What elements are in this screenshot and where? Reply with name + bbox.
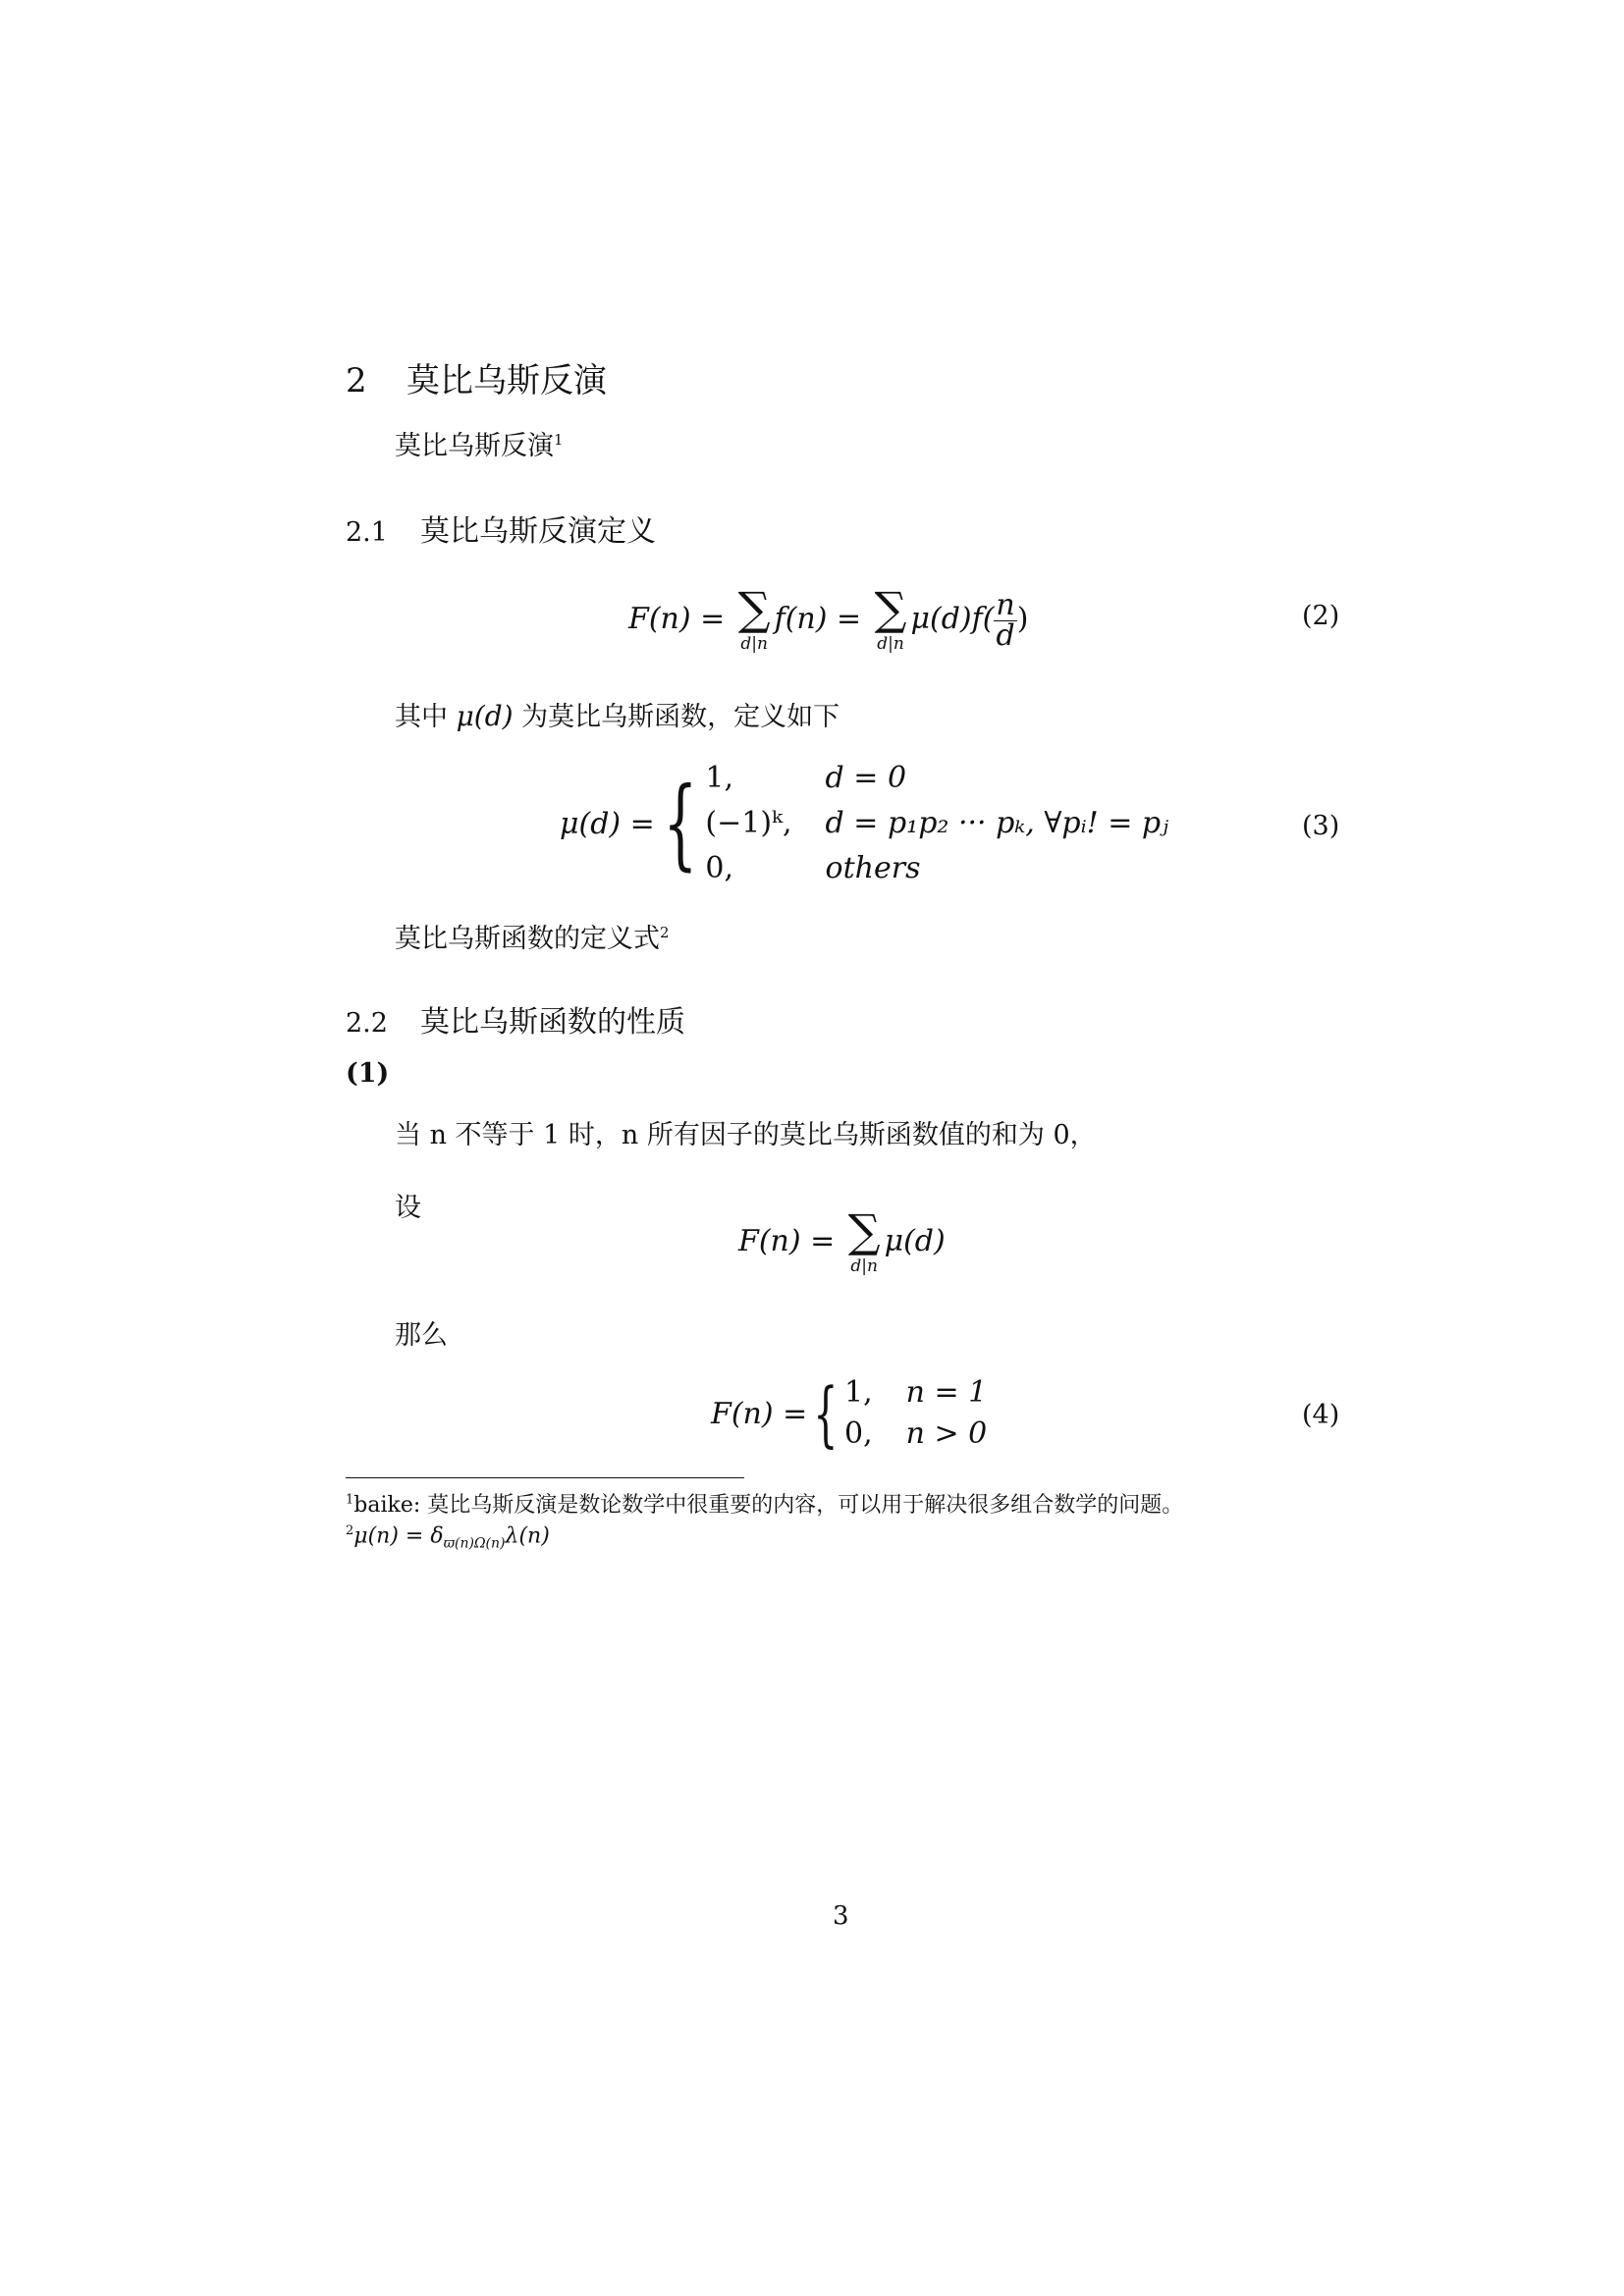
left-brace: {: [663, 766, 698, 881]
case-condition: n > 0: [905, 1416, 988, 1451]
footnote-rule: [346, 1477, 744, 1478]
section-number: 2: [346, 361, 367, 400]
let-text: 设: [395, 1193, 421, 1223]
sum-symbol: ∑ d|n: [847, 1204, 881, 1276]
footnote-2: $^2\mu(n) = \delta_{ϖ(n)\Omega(n)}\lambda(n)$: [346, 1523, 550, 1552]
equation-4: [711, 1372, 987, 1455]
case-condition: n = 1: [905, 1375, 988, 1410]
case-condition: d = 0: [825, 761, 907, 795]
footnote-ref-2: 2: [660, 924, 670, 941]
section-title: 莫比乌斯反演: [406, 361, 607, 400]
definition-paragraph: 莫比乌斯函数的定义式$^2$: [395, 924, 670, 954]
subsection-number: 2.1: [346, 517, 388, 548]
eq4-lhs: F(n) =: [711, 1396, 808, 1431]
section-heading: [346, 353, 607, 401]
case-value: (−1)ᵏ,: [705, 806, 792, 840]
equation-number-3: (3): [1302, 811, 1340, 841]
page-number: 3: [833, 1901, 849, 1931]
case-value: 0,: [844, 1416, 873, 1451]
subsection-title: 莫比乌斯函数的性质: [420, 1005, 685, 1040]
case-value: 1,: [705, 761, 734, 795]
fraction: $\frac{n}{d}$: [996, 587, 1015, 653]
intro-text: 莫比乌斯反演: [395, 431, 554, 461]
eq2-term: μ(d)f(: [910, 602, 995, 636]
subsection-heading-2-1: [346, 507, 656, 550]
intro-paragraph: [395, 424, 564, 462]
sum-symbol: ∑ d|n: [737, 582, 771, 654]
then-text: 那么: [395, 1320, 448, 1351]
footnote-ref-1: 1: [554, 431, 564, 449]
equation-number-2: (2): [1302, 601, 1340, 631]
eq3-lhs: μ(d) =: [560, 806, 655, 841]
subsection-heading-2-2: [346, 997, 685, 1041]
cases-rows: [705, 758, 1168, 889]
equation-3: [560, 758, 1168, 889]
cases-block: [560, 758, 1168, 889]
sum-symbol: ∑ d|n: [874, 582, 907, 654]
footnote-1: $^1$baike: 莫比乌斯反演是数论数学中很重要的内容，可以用于解决很多组合数学的问题。: [346, 1492, 1184, 1518]
case-value: 1,: [844, 1375, 873, 1410]
property-paragraph: 当 n 不等于 1 时，n 所有因子的莫比乌斯函数值的和为 0，: [395, 1120, 1097, 1150]
inline-math: μ(d): [456, 700, 514, 732]
equation-unnumbered: F(n) = ∑ d|n μ(d): [738, 1204, 946, 1276]
cases-block: [711, 1372, 987, 1455]
equation-number-4: (4): [1302, 1400, 1340, 1430]
case-condition: d = p₁p₂ ··· pₖ, ∀pᵢ! = pⱼ: [825, 806, 1169, 840]
subsection-title: 莫比乌斯反演定义: [420, 514, 656, 549]
item-label: (1): [346, 1058, 390, 1089]
left-brace: {: [813, 1372, 839, 1455]
case-value: 0,: [705, 851, 734, 885]
equation-2: F(n) = ∑ d|n f(n) = ∑ d|n μ(d)f( $\frac{n}{d}$ ): [628, 582, 1029, 654]
mu-definition-text: 其中 μ(d) 为莫比乌斯函数，定义如下: [395, 700, 840, 732]
case-condition: others: [825, 851, 921, 885]
eq2-term: f(n) =: [774, 602, 871, 636]
cases-rows: [844, 1372, 987, 1455]
eq2-lhs: F(n) =: [628, 602, 734, 636]
subsection-number: 2.2: [346, 1008, 388, 1039]
